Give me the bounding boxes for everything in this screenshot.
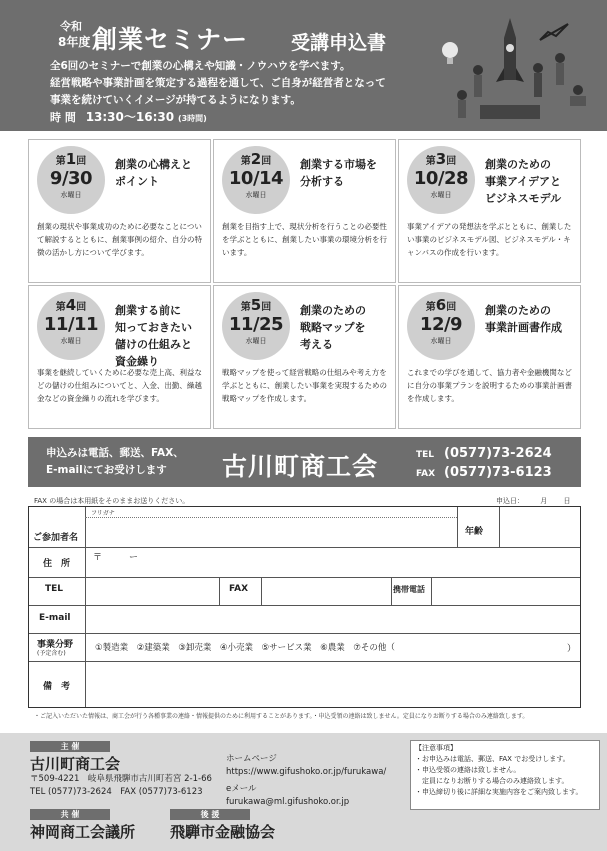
- age-field[interactable]: [501, 509, 579, 545]
- time-label: 時 間: [50, 111, 76, 124]
- session-no-suffix: 回: [76, 302, 87, 313]
- application-date: [496, 496, 570, 506]
- tel-label: TEL: [416, 450, 435, 460]
- day-label: 日: [563, 497, 571, 505]
- session-no: 1: [65, 150, 77, 168]
- page-title: 創業セミナー: [92, 25, 249, 54]
- notice-box: [410, 740, 600, 810]
- session-date: 10/14: [228, 168, 284, 189]
- session-badge: [37, 292, 105, 360]
- host-tag: 主 催: [30, 741, 110, 752]
- name-field[interactable]: [87, 519, 455, 545]
- address-label: 住 所: [43, 559, 71, 569]
- remarks-label: 備 考: [43, 682, 71, 692]
- host-name: 古川町商工会: [30, 755, 121, 773]
- support-name: 飛騨市金融協会: [170, 823, 276, 841]
- apply-line: E-mailにてお受けします: [46, 464, 167, 476]
- cell-divider: [219, 577, 220, 605]
- session-grid: [28, 139, 581, 427]
- header-banner: [0, 0, 607, 131]
- intro-line: 事業を続けていくイメージが持てるようになります。: [50, 94, 301, 106]
- session-title: 創業する前に 知っておきたい 儲けの仕組みと 資金繰り: [115, 304, 192, 368]
- session-no-prefix: 第: [55, 302, 66, 313]
- session-date: 9/30: [49, 168, 93, 189]
- age-field-divider: [499, 507, 500, 547]
- session-no: 5: [250, 296, 262, 314]
- mobile-field[interactable]: [433, 579, 579, 603]
- session-no-prefix: 第: [240, 156, 251, 167]
- tel-number[interactable]: (0577)73-2624: [444, 446, 552, 461]
- fax-field-label: FAX: [229, 584, 249, 594]
- fax-label: FAX: [416, 469, 436, 479]
- session-date: 12/9: [419, 314, 463, 335]
- session-title: 創業の心構えと ポイント: [115, 158, 192, 188]
- tel-field[interactable]: [87, 579, 217, 603]
- notice-line: ・申込締切り後に詳細な実施内容をご案内致します。: [415, 788, 583, 796]
- session-description: 事業を継続していくために必要な売上高、利益などの儲けの仕組みについてと、入金、出勤、繰越金などの資金繰りの流れを学びます。: [37, 368, 202, 403]
- furigana-divider: [85, 517, 457, 518]
- date-label: 申込日：: [496, 497, 524, 505]
- age-label: 年齢: [465, 527, 484, 537]
- session-weekday: 水曜日: [60, 191, 82, 199]
- email-label: E-mail: [39, 613, 71, 623]
- email-contact-link[interactable]: furukawa@ml.gifushoko.or.jp: [226, 797, 350, 807]
- month-label: 月: [540, 497, 548, 505]
- session-weekday: 水曜日: [430, 337, 452, 345]
- session-card: [398, 139, 581, 283]
- session-description: 創業の現状や事業成功のために必要なことについて解説するとともに、創業事例の紹介、自分の特徴の活かし方について学びます。: [37, 222, 202, 257]
- session-date: 11/11: [43, 314, 99, 335]
- notice-line: 定員になりお断りする場合のみ連絡致します。: [415, 777, 569, 785]
- time-value: 13:30〜16:30: [85, 110, 175, 124]
- form-row: [29, 547, 580, 548]
- session-weekday: 水曜日: [60, 337, 82, 345]
- session-no-prefix: 第: [425, 156, 436, 167]
- session-no: 2: [250, 150, 262, 168]
- session-no-suffix: 回: [446, 156, 457, 167]
- session-card: [213, 285, 396, 429]
- session-description: これまでの学びを通して、協力者や金融機関などに自分の事業プランを説明するための事業計画書を作成します。: [407, 368, 572, 403]
- session-number: [407, 152, 475, 169]
- session-weekday: 水曜日: [245, 337, 267, 345]
- session-no-suffix: 回: [446, 302, 457, 313]
- session-description: 事業アイデアの発想法を学ぶとともに、創業したい事業のビジネスモデル図、ビジネスモデル・キャンバスの作成を行います。: [407, 222, 572, 257]
- session-no-prefix: 第: [240, 302, 251, 313]
- homepage-link[interactable]: https://www.gifushoko.or.jp/furukawa/: [226, 767, 387, 777]
- form-row: [29, 633, 580, 634]
- homepage-label: ホームページ: [226, 754, 277, 764]
- host-phone: TEL (0577)73-2624 FAX (0577)73-6123: [30, 787, 203, 797]
- session-card: [28, 139, 211, 283]
- fiscal-year-label: 8年度: [58, 35, 91, 49]
- session-card: [213, 139, 396, 283]
- session-number: [37, 298, 105, 315]
- organizer-name: 古川町商工会: [222, 452, 379, 481]
- apply-methods: [46, 445, 184, 479]
- apply-line: 申込みは電話、郵送、FAX、: [46, 447, 184, 459]
- furigana-label: フリガナ: [91, 510, 115, 517]
- contact-numbers: [416, 445, 552, 483]
- session-date: 10/28: [413, 168, 469, 189]
- age-divider: [457, 507, 458, 547]
- notice-line: ・お申込みは電話、郵送、FAX でお受けします。: [415, 755, 570, 763]
- industry-label: 事業分野: [37, 640, 74, 650]
- industry-note: (予定含む): [37, 650, 66, 657]
- cell-divider: [261, 577, 262, 605]
- intro-line: 経営戦略や事業計画を策定する過程を通して、ご自身が経営者となって: [50, 77, 386, 89]
- session-badge: [222, 146, 290, 214]
- session-no-prefix: 第: [55, 156, 66, 167]
- intro-line: 全6回のセミナーで創業の心構えや知識・ノウハウを学べます。: [50, 60, 351, 72]
- session-description: 戦略マップを使って経営戦略の仕組みや考え方を学ぶとともに、創業したい事業を実現するための戦略マップを作成します。: [222, 368, 387, 403]
- business-people-illustration: [420, 10, 600, 128]
- session-no: 3: [435, 150, 447, 168]
- industry-options[interactable]: ①製造業 ②建築業 ③卸売業 ④小売業 ⑤サービス業 ⑥農業 ⑦その他（: [95, 643, 395, 653]
- session-title: 創業のための 事業アイデアと ビジネスモデル: [485, 158, 562, 205]
- session-card: [28, 285, 211, 429]
- mobile-label: 携帯電話: [393, 585, 425, 594]
- tel-field-label: TEL: [45, 584, 64, 594]
- time-info: [50, 108, 207, 125]
- name-label: ご参加者名: [33, 533, 79, 543]
- form-row: [29, 577, 580, 578]
- fax-field[interactable]: [263, 579, 389, 603]
- email-contact-label: eメール: [226, 784, 257, 794]
- session-number: [222, 152, 290, 169]
- session-card: [398, 285, 581, 429]
- cohost-name: 神岡商工会議所: [30, 823, 136, 841]
- session-title: 創業する市場を 分析する: [300, 158, 377, 188]
- page-subtitle: 受講申込書: [291, 32, 387, 54]
- session-no: 4: [65, 296, 77, 314]
- intro-text: [50, 58, 430, 109]
- era-label: 令和: [60, 20, 82, 33]
- session-description: 創業を目指す上で、現状分析を行うことの必要性を学ぶとともに、創業したい事業の環境分析を行います。: [222, 222, 387, 257]
- contact-bar: [28, 437, 581, 487]
- session-title: 創業のための 戦略マップを 考える: [300, 304, 366, 351]
- session-number: [37, 152, 105, 169]
- postal-field[interactable]: 〒 ー: [93, 553, 139, 563]
- session-badge: [222, 292, 290, 360]
- email-field[interactable]: [87, 607, 579, 631]
- session-weekday: 水曜日: [430, 191, 452, 199]
- form-row: [29, 661, 580, 662]
- fax-note: FAX の場合は本用紙をそのままお送りください。: [34, 497, 190, 505]
- support-tag: 後 援: [170, 809, 250, 820]
- session-weekday: 水曜日: [245, 191, 267, 199]
- session-date: 11/25: [228, 314, 284, 335]
- notice-title: 【注意事項】: [415, 744, 457, 752]
- form-row: [29, 605, 580, 606]
- time-note: (3時間): [177, 114, 207, 123]
- session-no-prefix: 第: [425, 302, 436, 313]
- application-form: [28, 506, 581, 708]
- close-paren: ）: [567, 644, 577, 654]
- host-address: 〒509-4221 岐阜県飛騨市古川町若宮 2-1-66: [30, 774, 212, 784]
- session-badge: [407, 292, 475, 360]
- label-divider: [85, 507, 86, 707]
- session-number: [222, 298, 290, 315]
- session-no-suffix: 回: [261, 302, 272, 313]
- session-number: [407, 298, 475, 315]
- session-no-suffix: 回: [261, 156, 272, 167]
- cohost-tag: 共 催: [30, 809, 110, 820]
- notice-line: ・申込受領の連絡は致しません。: [415, 766, 521, 774]
- session-title: 創業のための 事業計画書作成: [485, 304, 562, 334]
- session-no: 6: [435, 296, 447, 314]
- session-no-suffix: 回: [76, 156, 87, 167]
- privacy-note: ・ご記入いただいた情報は、商工会が行う各種事業の連絡・情報提供のために利用することがあります。・申込受領の連絡は致しません。定員になりお断りする場合のみ連絡致します。: [34, 713, 529, 720]
- cell-divider: [431, 577, 432, 605]
- fax-number[interactable]: (0577)73-6123: [444, 465, 552, 480]
- session-badge: [37, 146, 105, 214]
- session-badge: [407, 146, 475, 214]
- remarks-field[interactable]: [87, 663, 579, 705]
- cell-divider: [391, 577, 392, 605]
